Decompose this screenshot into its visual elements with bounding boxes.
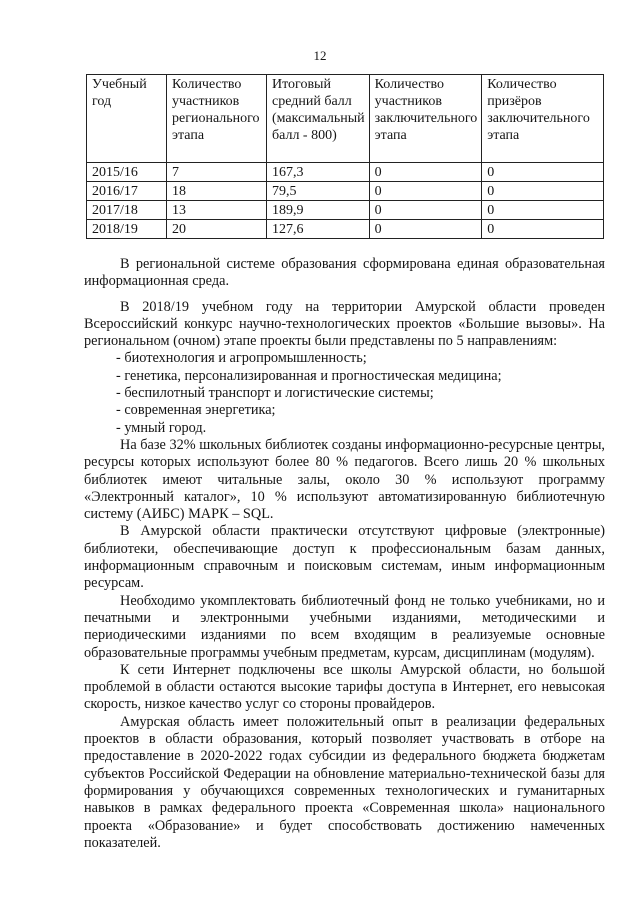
header-average-score: Итоговый средний балл (максимальный балл - 800) [267, 75, 370, 163]
header-final-winners: Количество призёров заключительного этапа [482, 75, 604, 163]
paragraph-federal-projects: Амурская область имеет положительный опыт в реализации федеральных проектов в области образования, который позволяет участвовать в отборе на предоставление в 2020-2022 годах субсидии из федерального бюджета бюджетам субъектов Российской Федерации на обновление материально-технической базы для формирования у обучающихся современных технологических и гуманитарных навыков в рамках федерального проекта «Современная школа» национального проекта «Образование» и будет способствовать достижению намеченных показателей. [84, 713, 605, 851]
cell-final-winners: 0 [482, 182, 604, 201]
table-row [87, 220, 604, 239]
list-item: - умный город. [116, 419, 207, 436]
cell-average-score: 167,3 [267, 163, 370, 182]
header-regional-participants: Количество участников регионального этапа [167, 75, 267, 163]
paragraph-library-fund: Необходимо укомплектовать библиотечный фонд не только учебниками, но и печатными и электронными учебными изданиями, методическими и периодическими изданиями по всем входящим в реализуемые основные образовательные программы учебным предметам, курсам, дисциплинам (модулям). [84, 592, 605, 661]
paragraph-digital-libraries: В Амурской области практически отсутствуют цифровые (электронные) библиотеки, обеспечивающие доступ к профессиональным базам данных, информационным справочным и поисковым системам, иным информационным ресурсам. [84, 523, 605, 592]
cell-year: 2016/17 [87, 182, 167, 201]
cell-year: 2017/18 [87, 201, 167, 220]
cell-final-participants: 0 [369, 201, 482, 220]
paragraph-internet-access: К сети Интернет подключены все школы Амурской области, но большой проблемой в области остаются высокие тарифы доступа в Интернет, его невысокая скорость, низкое качество услуг со стороны провайдеров. [84, 661, 605, 713]
paragraph-big-challenges-contest: В 2018/19 учебном году на территории Амурской области проведен Всероссийский конкурс научно-технологических проектов «Большие вызовы». На региональном (очном) этапе проекты были представлены по 5 направлениям: [84, 298, 605, 350]
list-item: - генетика, персонализированная и прогностическая медицина; [116, 367, 502, 384]
table-header [87, 75, 604, 163]
cell-final-participants: 0 [369, 220, 482, 239]
paragraph-info-environment: В региональной системе образования сформирована единая образовательная информационная среда. [84, 256, 605, 290]
cell-final-winners: 0 [482, 201, 604, 220]
cell-regional-participants: 18 [167, 182, 267, 201]
table-row [87, 163, 604, 182]
cell-year: 2015/16 [87, 163, 167, 182]
participants-table [86, 74, 604, 239]
paragraph-school-libraries: На базе 32% школьных библиотек созданы информационно-ресурсные центры, ресурсы которых используют более 80 % педагогов. Всего лишь 20 % школьных библиотек имеют читальные залы, около 30 % используют программу «Электронный каталог», 10 % используют автоматизированную библиотечную систему (АИБС) МАРК – SQL. [84, 436, 605, 523]
page-number: 12 [313, 48, 327, 63]
cell-average-score: 189,9 [267, 201, 370, 220]
cell-regional-participants: 20 [167, 220, 267, 239]
cell-final-participants: 0 [369, 163, 482, 182]
cell-regional-participants: 13 [167, 201, 267, 220]
list-item: - биотехнология и агропромышленность; [116, 350, 367, 367]
list-item: - современная энергетика; [116, 402, 276, 419]
cell-final-winners: 0 [482, 220, 604, 239]
table-row [87, 182, 604, 201]
table-row [87, 201, 604, 220]
cell-average-score: 127,6 [267, 220, 370, 239]
header-year: Учебный год [87, 75, 167, 163]
list-item: - беспилотный транспорт и логистические системы; [116, 385, 434, 402]
cell-final-participants: 0 [369, 182, 482, 201]
document-body [84, 256, 605, 852]
cell-year: 2018/19 [87, 220, 167, 239]
table-body [87, 163, 604, 239]
cell-average-score: 79,5 [267, 182, 370, 201]
cell-regional-participants: 7 [167, 163, 267, 182]
cell-final-winners: 0 [482, 163, 604, 182]
table-header-row [87, 75, 604, 163]
header-final-participants: Количество участников заключительного этапа [369, 75, 482, 163]
